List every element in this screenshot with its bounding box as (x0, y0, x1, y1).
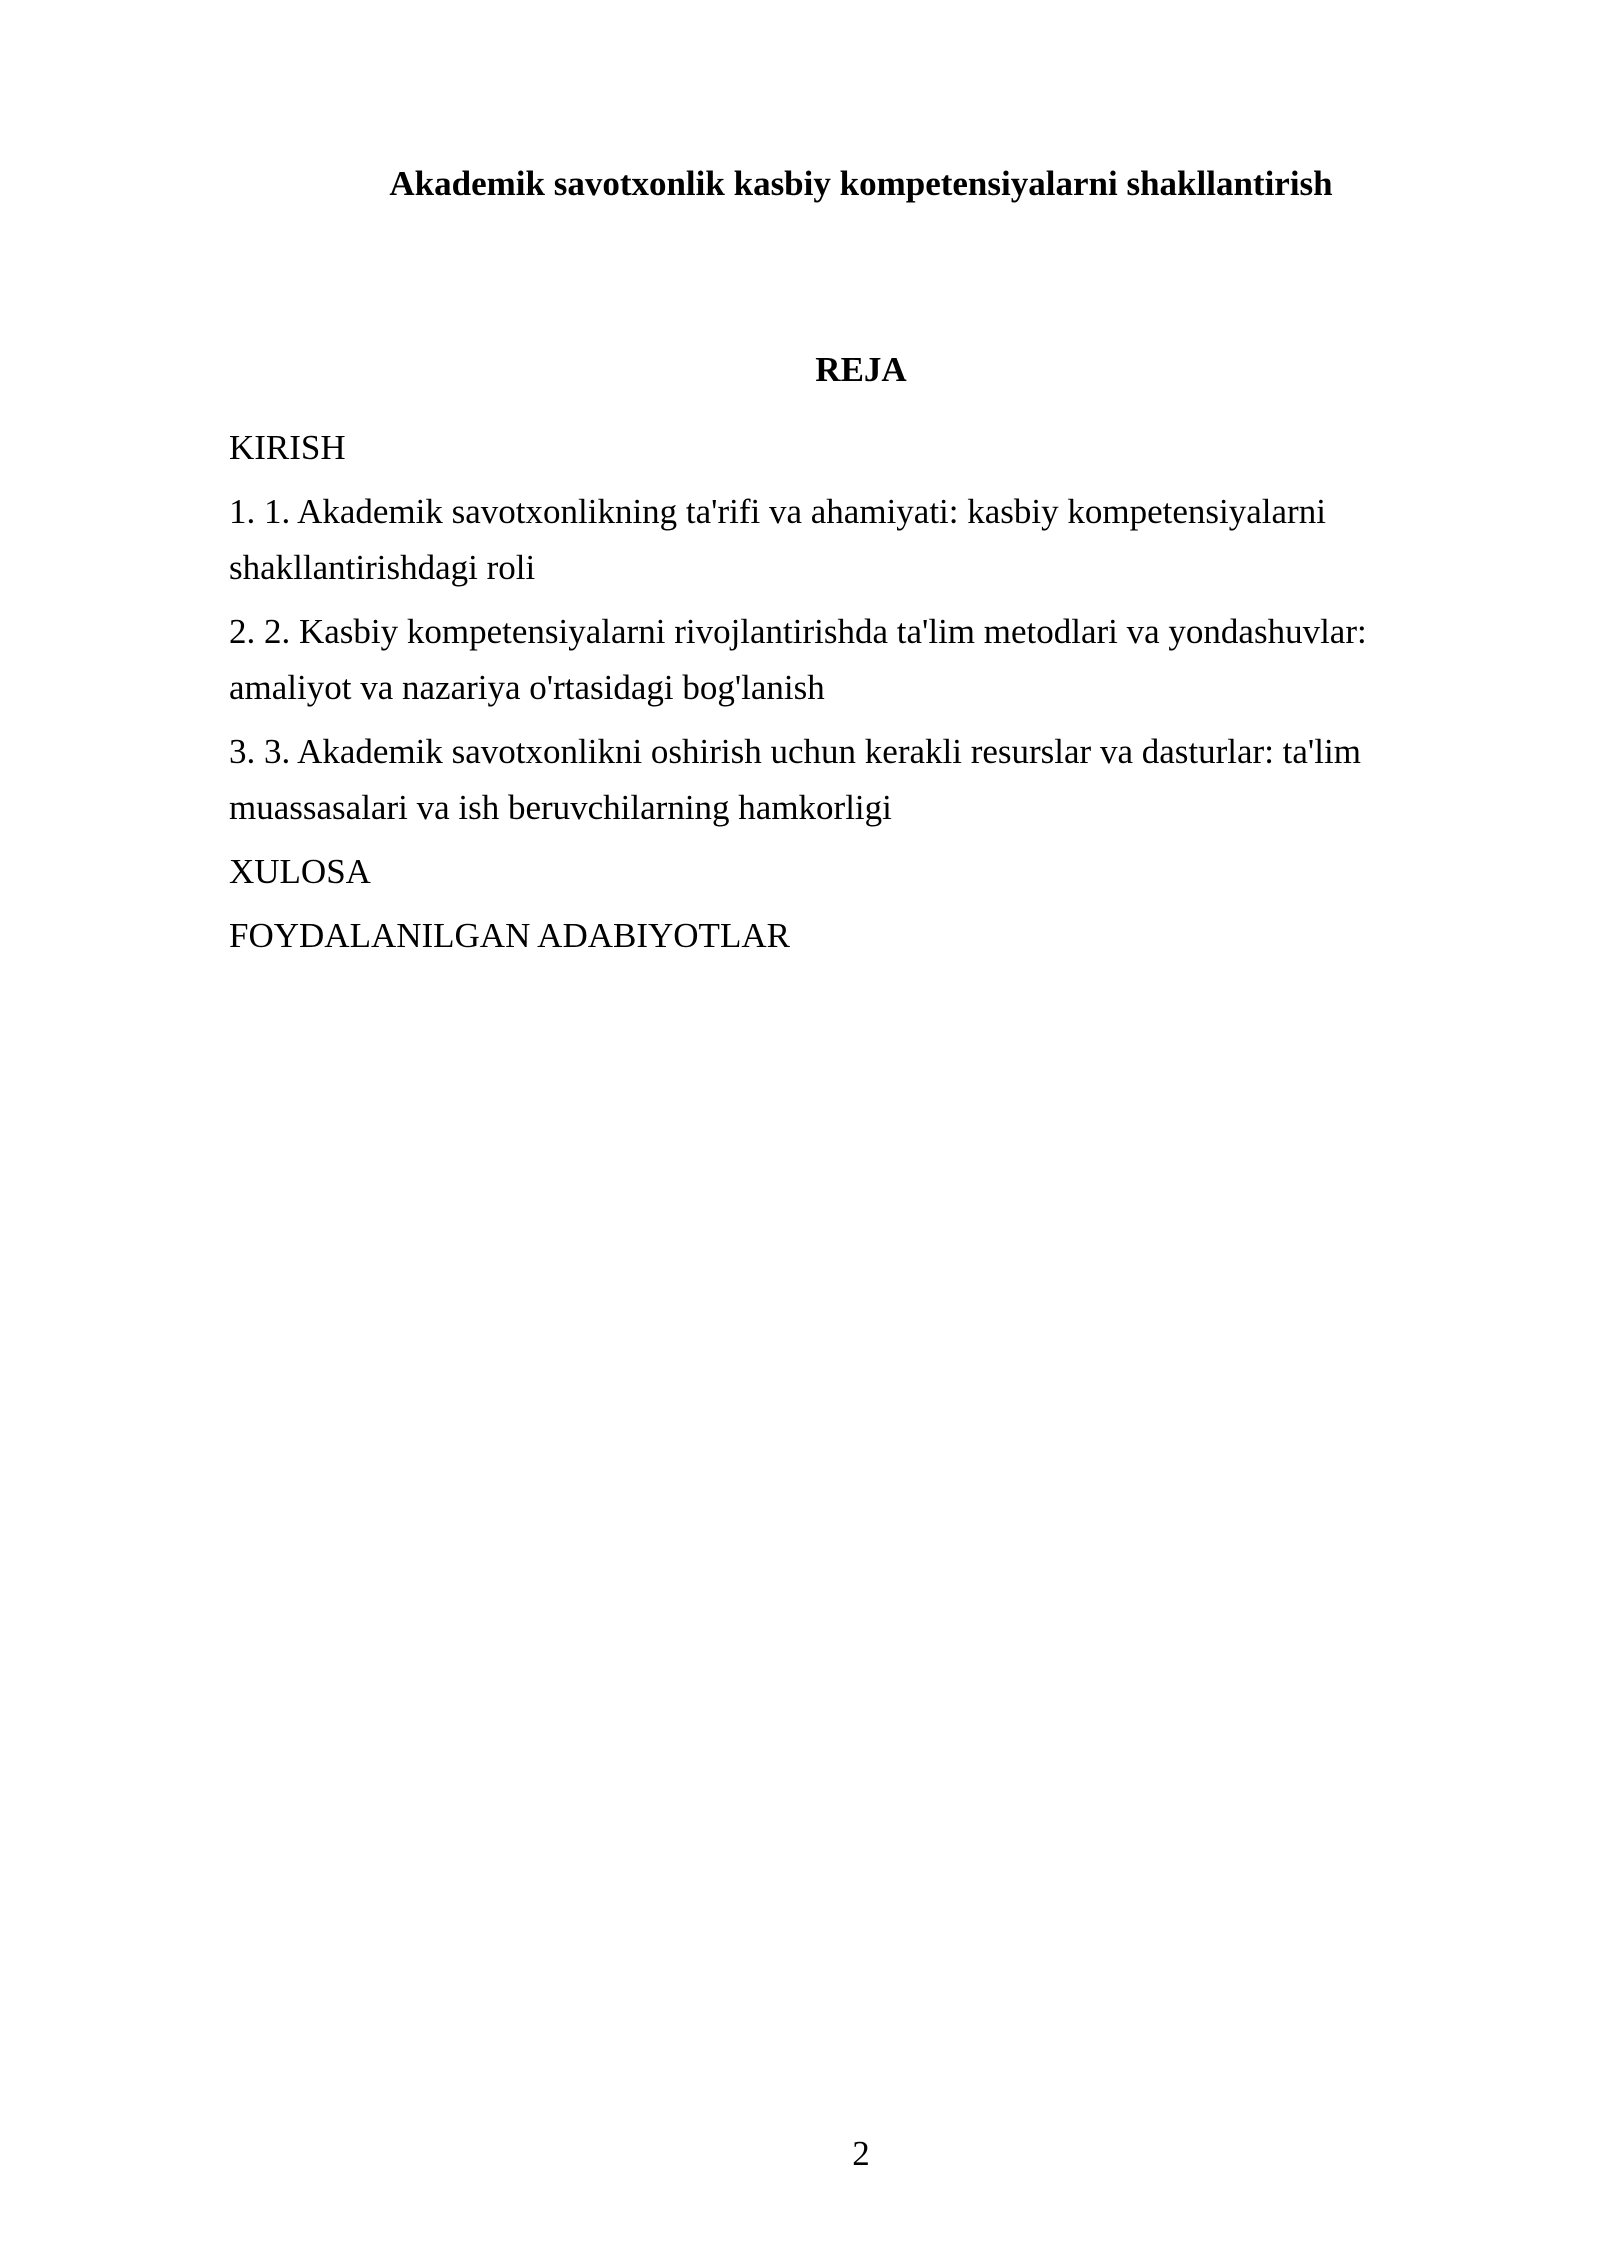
document-title: Akademik savotxonlik kasbiy kompetensiyalarni shakllantirish (389, 164, 1333, 203)
plan-item-chapter-2: 2. 2. Kasbiy kompetensiyalarni rivojlantirishda ta'lim metodlari va yondashuvlar: amaliyot va nazariya o'rtasidagi bog'lanish (229, 612, 1367, 707)
plan-item-chapter-1: 1. 1. Akademik savotxonlikning ta'rifi va ahamiyati: kasbiy kompetensiyalarni shakllantirishdagi roli (229, 492, 1326, 587)
page-number: 2 (852, 2134, 870, 2173)
plan-item-references: FOYDALANILGAN ADABIYOTLAR (229, 916, 790, 955)
plan-list (229, 420, 1489, 972)
plan-item-introduction: KIRISH (229, 428, 346, 467)
plan-item-chapter-3: 3. 3. Akademik savotxonlikni oshirish uchun kerakli resurslar va dasturlar: ta'lim muassasalari va ish beruvchilarning hamkorligi (229, 732, 1361, 827)
plan-item-conclusion: XULOSA (229, 852, 371, 891)
plan-heading: REJA (815, 350, 907, 389)
